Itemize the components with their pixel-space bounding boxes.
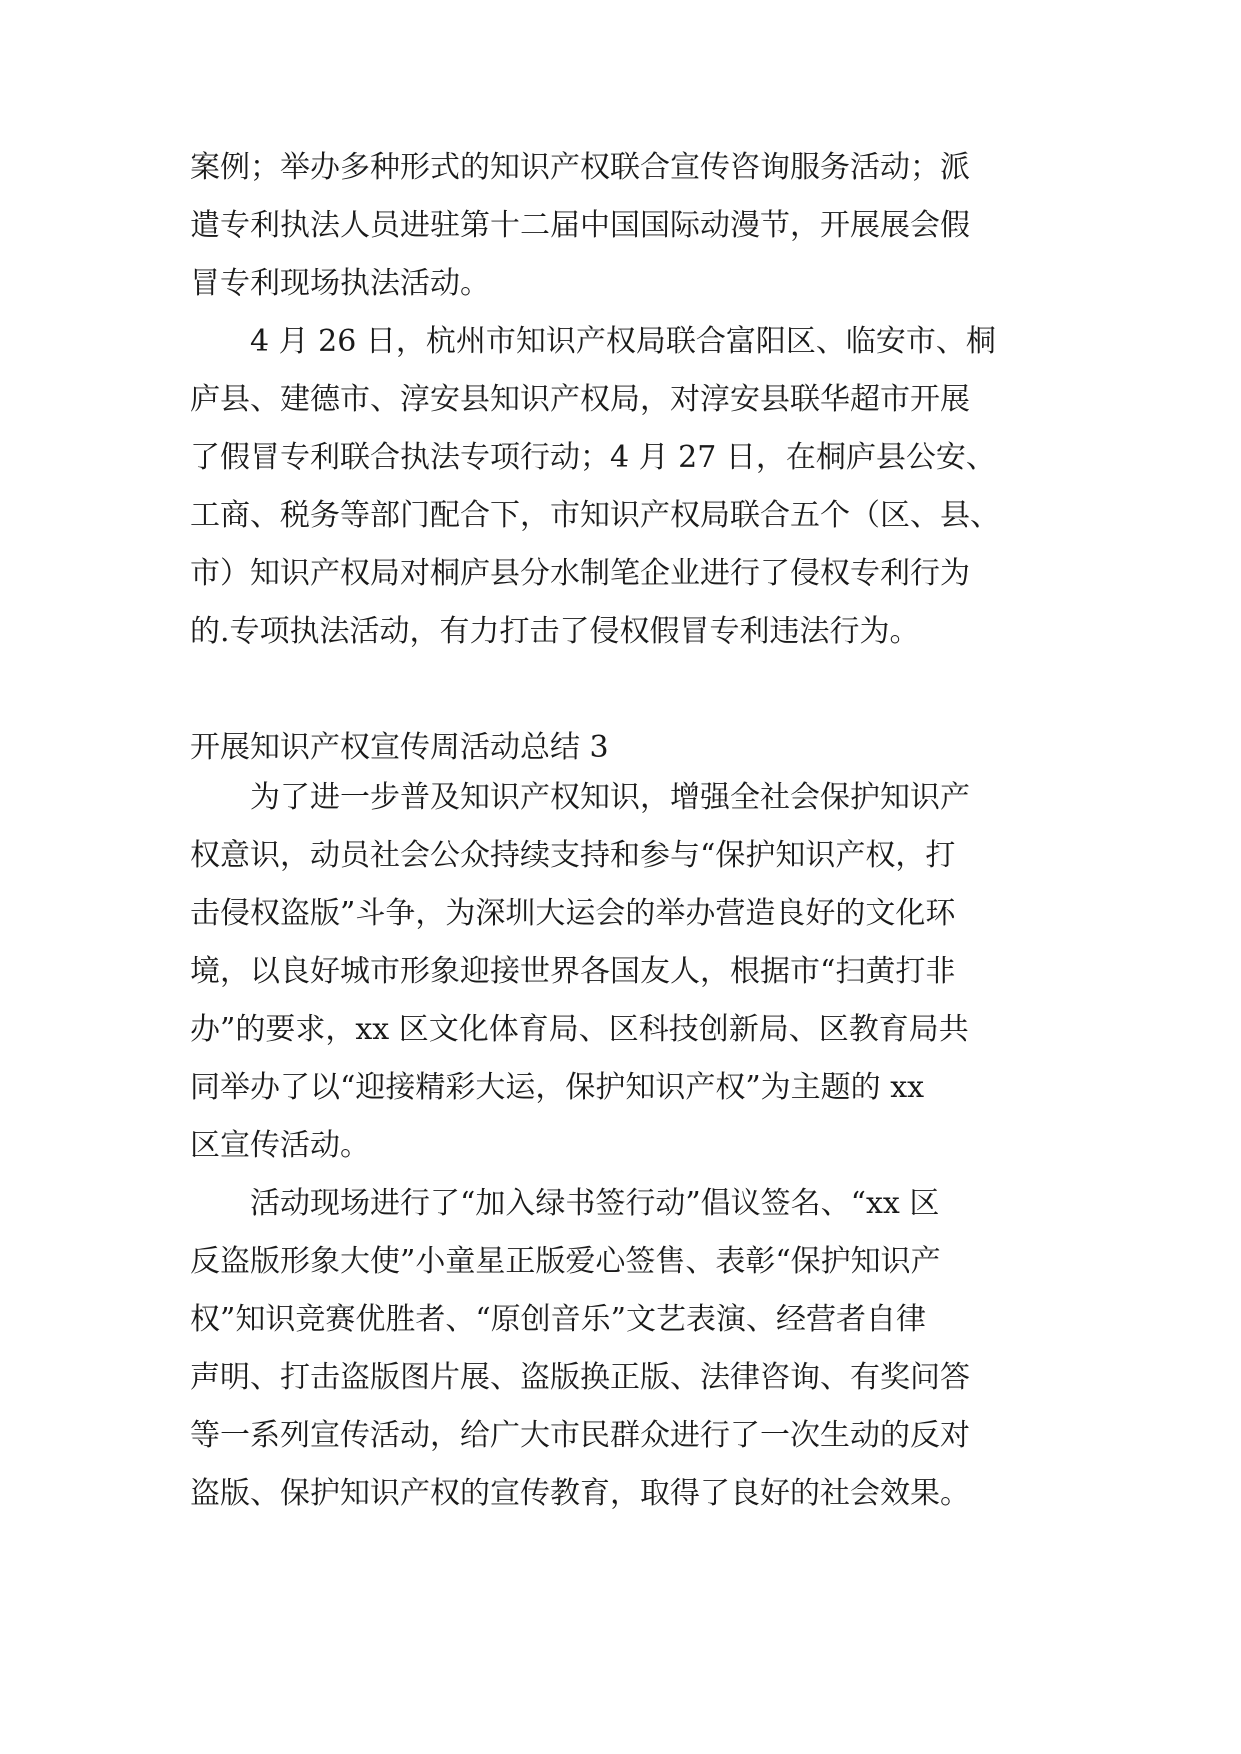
paragraph-2-line-3: 了假冒专利联合执法专项行动；4 月 27 日，在桐庐县公安、 [190, 440, 996, 475]
paragraph-4-line-2: 反盗版形象大使”小童星正版爱心签售、表彰“保护知识产 [190, 1244, 941, 1279]
paragraph-2-line-4: 工商、税务等部门配合下，市知识产权局联合五个（区、县、 [190, 498, 1000, 533]
paragraph-3-line-6: 同举办了以“迎接精彩大运，保护知识产权”为主题的 xx [190, 1070, 925, 1105]
paragraph-4-line-5: 等一系列宣传活动，给广大市民群众进行了一次生动的反对 [190, 1418, 970, 1453]
paragraph-3-line-2: 权意识，动员社会公众持续支持和参与“保护知识产权，打 [190, 838, 956, 873]
paragraph-1-line-3: 冒专利现场执法活动。 [190, 266, 490, 301]
paragraph-2-line-5: 市）知识产权局对桐庐县分水制笔企业进行了侵权专利行为 [190, 556, 970, 591]
paragraph-4-line-4: 声明、打击盗版图片展、盗版换正版、法律咨询、有奖问答 [190, 1360, 970, 1395]
paragraph-2-line-1: 4 月 26 日，杭州市知识产权局联合富阳区、临安市、桐 [250, 324, 996, 359]
paragraph-2-line-6: 的.专项执法活动，有力打击了侵权假冒专利违法行为。 [190, 614, 920, 649]
paragraph-4-line-1: 活动现场进行了“加入绿书签行动”倡议签名、“xx 区 [250, 1186, 940, 1221]
paragraph-2-line-2: 庐县、建德市、淳安县知识产权局，对淳安县联华超市开展 [190, 382, 970, 417]
paragraph-1-line-1: 案例；举办多种形式的知识产权联合宣传咨询服务活动；派 [190, 150, 970, 185]
section-heading: 开展知识产权宣传周活动总结 3 [190, 730, 609, 765]
paragraph-4-line-6: 盗版、保护知识产权的宣传教育，取得了良好的社会效果。 [190, 1476, 970, 1511]
paragraph-1-line-2: 遣专利执法人员进驻第十二届中国国际动漫节，开展展会假 [190, 208, 970, 243]
paragraph-3-line-1: 为了进一步普及知识产权知识，增强全社会保护知识产 [250, 780, 970, 815]
paragraph-3-line-7: 区宣传活动。 [190, 1128, 370, 1163]
paragraph-4-line-3: 权”知识竞赛优胜者、“原创音乐”文艺表演、经营者自律 [190, 1302, 927, 1337]
paragraph-3-line-3: 击侵权盗版”斗争，为深圳大运会的举办营造良好的文化环 [190, 896, 956, 931]
paragraph-3-line-4: 境，以良好城市形象迎接世界各国友人，根据市“扫黄打非 [190, 954, 956, 989]
paragraph-3-line-5: 办”的要求，xx 区文化体育局、区科技创新局、区教育局共 [190, 1012, 969, 1047]
